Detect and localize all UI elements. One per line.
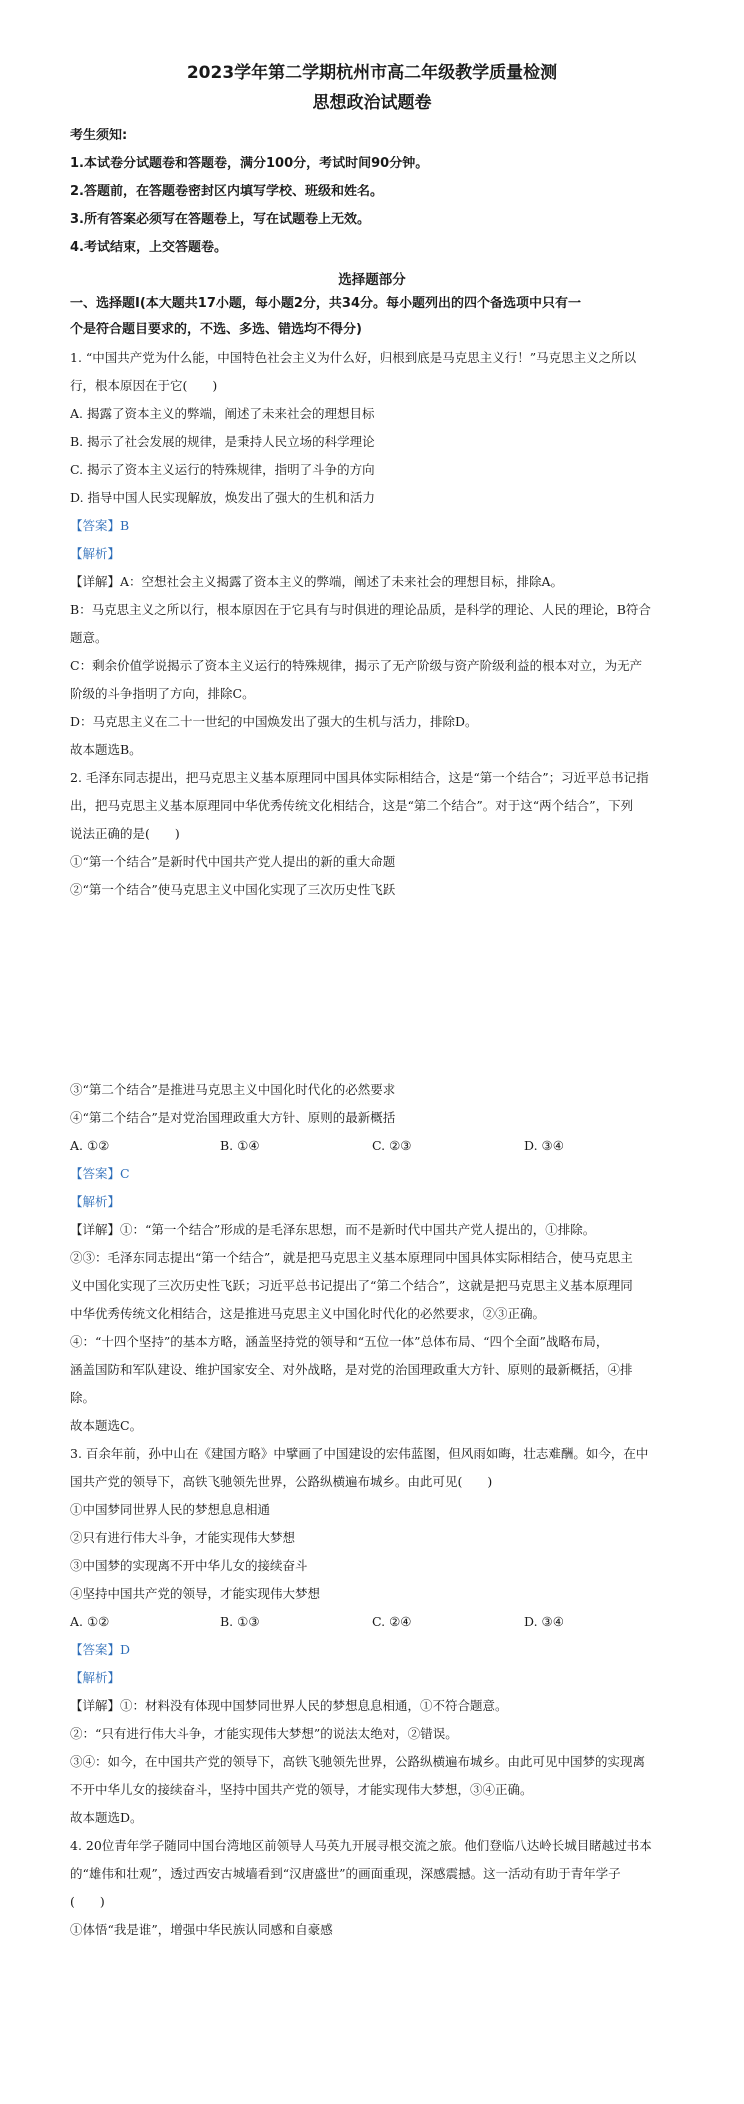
- q4-stem-line-2: 的“雄伟和壮观”，透过西安古城墙看到“汉唐盛世”的画面重现，深感震撼。这一活动有助于青年学子: [70, 1866, 621, 1881]
- q1-explain-2: B：马克思主义之所以行，根本原因在于它具有与时俱进的理论品质，是科学的理论、人民的理论，B符合: [70, 602, 651, 617]
- q1-explain-7: 故本题选B。: [70, 742, 142, 757]
- q3-explain-4: 不开中华儿女的接续奋斗，坚持中国共产党的领导，才能实现伟大梦想，③④正确。: [70, 1782, 533, 1797]
- note-1: 1.本试卷分试题卷和答题卷，满分100分，考试时间90分钟。: [70, 156, 429, 171]
- q3-option-a: A. ①②: [70, 1614, 110, 1629]
- q1-stem-line-2: 行，根本原因在于它( ): [70, 378, 218, 393]
- q3-statement-4: ④坚持中国共产党的领导，才能实现伟大梦想: [70, 1586, 321, 1601]
- notes-heading: 考生须知:: [70, 128, 128, 143]
- q1-option-a: A. 揭露了资本主义的弊端，阐述了未来社会的理想目标: [70, 406, 375, 421]
- q3-analysis-label: 【解析】: [70, 1670, 121, 1685]
- q2-explain-2: ②③：毛泽东同志提出“第一个结合”，就是把马克思主义基本原理同中国具体实际相结合，使马克思主: [70, 1250, 633, 1265]
- q2-statement-4: ④“第二个结合”是对党治国理政重大方针、原则的最新概括: [70, 1110, 396, 1125]
- q3-option-b: B. ①③: [220, 1614, 260, 1629]
- q2-option-b: B. ①④: [220, 1138, 260, 1153]
- q3-explain-3: ③④：如今，在中国共产党的领导下，高铁飞驰领先世界，公路纵横遍布城乡。由此可见中国梦的实现离: [70, 1754, 646, 1769]
- q3-statement-1: ①中国梦同世界人民的梦想息息相通: [70, 1502, 271, 1517]
- q2-option-d: D. ③④: [524, 1138, 564, 1153]
- q3-explain-5: 故本题选D。: [70, 1810, 143, 1825]
- q2-statement-1: ①“第一个结合”是新时代中国共产党人提出的新的重大命题: [70, 854, 396, 869]
- section-intro-line-1: 一、选择题Ⅰ(本大题共17小题，每小题2分，共34分。每小题列出的四个备选项中只有一: [70, 296, 582, 311]
- q2-stem-line-2: 出，把马克思主义基本原理同中华优秀传统文化相结合，这是“第二个结合”。对于这“两个结合”，下列: [70, 798, 634, 813]
- q2-option-a: A. ①②: [70, 1138, 110, 1153]
- q1-option-d: D. 指导中国人民实现解放，焕发出了强大的生机和活力: [70, 490, 376, 505]
- exam-title: 2023学年第二学期杭州市高二年级教学质量检测: [186, 63, 558, 83]
- q1-explain-3: 题意。: [70, 630, 108, 645]
- q2-option-c: C. ②③: [372, 1138, 412, 1153]
- q2-explain-4: 中华优秀传统文化相结合，这是推进马克思主义中国化时代化的必然要求，②③正确。: [70, 1306, 546, 1321]
- q2-statement-2: ②“第一个结合”使马克思主义中国化实现了三次历史性飞跃: [70, 882, 396, 897]
- q2-answer: 【答案】C: [70, 1166, 130, 1181]
- q3-stem-line-2: 国共产党的领导下，高铁飞驰领先世界，公路纵横遍布城乡。由此可见( ): [70, 1474, 493, 1489]
- q3-statement-3: ③中国梦的实现离不开中华儿女的接续奋斗: [70, 1558, 308, 1573]
- q1-stem-line-1: 1. “中国共产党为什么能，中国特色社会主义为什么好，归根到底是马克思主义行！”马克思主义之所以: [70, 350, 637, 365]
- q1-explain-4: C：剩余价值学说揭示了资本主义运行的特殊规律，揭示了无产阶级与资产阶级利益的根本对立，为无产: [70, 658, 643, 673]
- q4-stem-line-1: 4. 20位青年学子随同中国台湾地区前领导人马英九开展寻根交流之旅。他们登临八达岭长城目睹越过书本: [70, 1838, 652, 1853]
- q1-analysis-label: 【解析】: [70, 546, 121, 561]
- q3-stem-line-1: 3. 百余年前，孙中山在《建国方略》中擘画了中国建设的宏伟蓝图，但风雨如晦，壮志难酬。如今，在中: [70, 1446, 649, 1461]
- q4-stem-line-3: ( ): [70, 1894, 105, 1909]
- q2-explain-8: 故本题选C。: [70, 1418, 143, 1433]
- q2-stem-line-3: 说法正确的是( ): [70, 826, 180, 841]
- q2-statement-3: ③“第二个结合”是推进马克思主义中国化时代化的必然要求: [70, 1082, 396, 1097]
- q1-option-c: C. 揭示了资本主义运行的特殊规律，指明了斗争的方向: [70, 462, 375, 477]
- q2-analysis-label: 【解析】: [70, 1194, 121, 1209]
- section-intro-line-2: 个是符合题目要求的，不选、多选、错选均不得分): [70, 322, 362, 337]
- q3-explain-2: ②：“只有进行伟大斗争，才能实现伟大梦想”的说法太绝对，②错误。: [70, 1726, 458, 1741]
- q1-explain-5: 阶级的斗争指明了方向，排除C。: [70, 686, 255, 701]
- q3-option-d: D. ③④: [524, 1614, 564, 1629]
- exam-subtitle: 思想政治试题卷: [312, 93, 432, 113]
- q1-option-b: B. 揭示了社会发展的规律，是秉持人民立场的科学理论: [70, 434, 375, 449]
- q2-explain-1: 【详解】①：“第一个结合”形成的是毛泽东思想，而不是新时代中国共产党人提出的，①排除。: [70, 1222, 596, 1237]
- q3-statement-2: ②只有进行伟大斗争，才能实现伟大梦想: [70, 1530, 296, 1545]
- q2-explain-5: ④：“十四个坚持”的基本方略，涵盖坚持党的领导和“五位一体”总体布局、“四个全面”战略布局，: [70, 1334, 609, 1349]
- q2-explain-7: 除。: [70, 1390, 96, 1405]
- q3-option-c: C. ②④: [372, 1614, 412, 1629]
- q2-stem-line-1: 2. 毛泽东同志提出，把马克思主义基本原理同中国具体实际相结合，这是“第一个结合”；习近平总书记指: [70, 770, 649, 785]
- q2-explain-3: 义中国化实现了三次历史性飞跃；习近平总书记提出了“第二个结合”，这就是把马克思主义基本原理同: [70, 1278, 633, 1293]
- q1-explain-1: 【详解】A：空想社会主义揭露了资本主义的弊端，阐述了未来社会的理想目标，排除A。: [70, 574, 564, 589]
- q2-explain-6: 涵盖国防和军队建设、维护国家安全、对外战略，是对党的治国理政重大方针、原则的最新概括，④排: [70, 1362, 633, 1377]
- q4-statement-1: ①体悟“我是谁”，增强中华民族认同感和自豪感: [70, 1922, 333, 1937]
- note-4: 4.考试结束，上交答题卷。: [70, 240, 227, 255]
- section-title: 选择题部分: [338, 272, 406, 288]
- q3-explain-1: 【详解】①：材料没有体现中国梦同世界人民的梦想息息相通，①不符合题意。: [70, 1698, 508, 1713]
- q1-answer: 【答案】B: [70, 518, 130, 533]
- q1-explain-6: D：马克思主义在二十一世纪的中国焕发出了强大的生机与活力，排除D。: [70, 714, 478, 729]
- q3-answer: 【答案】D: [70, 1642, 131, 1657]
- note-3: 3.所有答案必须写在答题卷上，写在试题卷上无效。: [70, 212, 370, 227]
- note-2: 2.答题前，在答题卷密封区内填写学校、班级和姓名。: [70, 184, 383, 199]
